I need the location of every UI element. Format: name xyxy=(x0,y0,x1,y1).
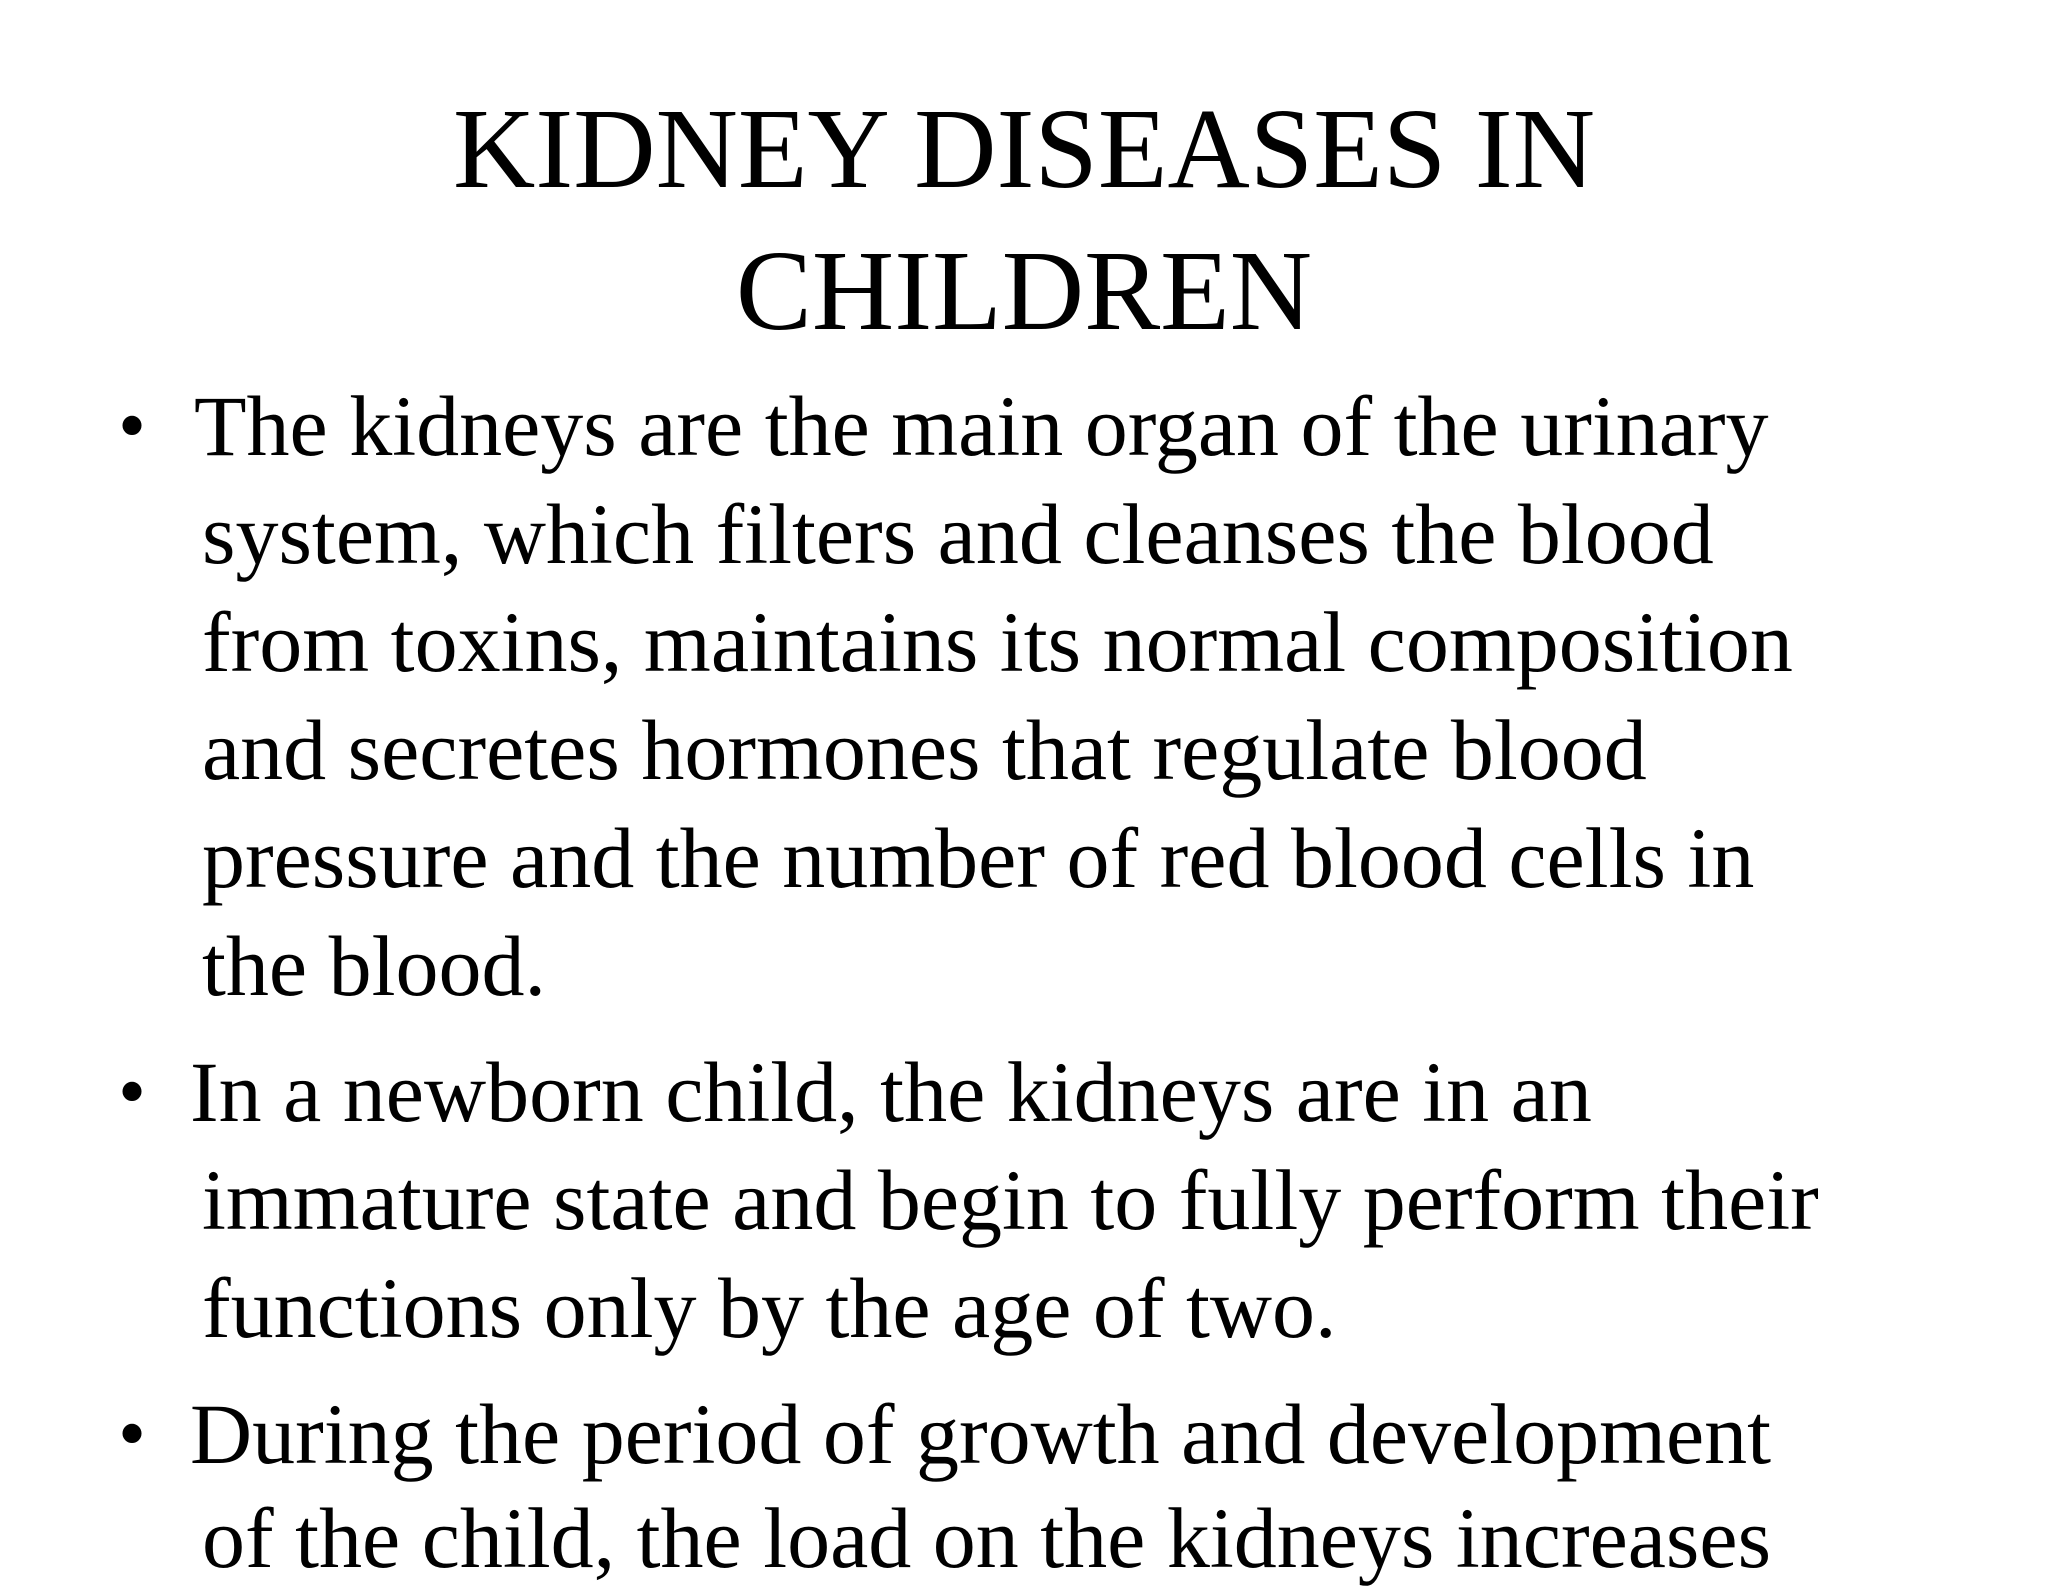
bullet-2-line-3: functions only by the age of two. xyxy=(202,1260,1337,1356)
bullet-1-line-3: from toxins, maintains its normal composition xyxy=(202,594,1793,690)
bullet-1-line-2: system, which filters and cleanses the blood xyxy=(202,486,1714,582)
bullet-2-line-1: In a newborn child, the kidneys are in an xyxy=(190,1044,1592,1140)
bullet-1-line-6: the blood. xyxy=(202,918,546,1014)
bullet-3-line-2: of the child, the load on the kidneys increases xyxy=(202,1490,1772,1586)
bullet-marker: • xyxy=(118,382,147,470)
bullet-3-line-1: During the period of growth and development xyxy=(190,1386,1772,1482)
bullet-2-line-2: immature state and begin to fully perform their xyxy=(202,1152,1819,1248)
bullet-marker: • xyxy=(118,1390,147,1478)
bullet-marker: • xyxy=(118,1048,147,1136)
bullet-1-line-1: The kidneys are the main organ of the urinary xyxy=(194,378,1769,474)
bullet-1-line-4: and secretes hormones that regulate blood xyxy=(202,702,1647,798)
bullet-1-line-5: pressure and the number of red blood cells in xyxy=(202,810,1755,906)
slide-title-line-1: KIDNEY DISEASES IN xyxy=(452,85,1596,212)
slide-title-line-2: CHILDREN xyxy=(735,227,1313,354)
